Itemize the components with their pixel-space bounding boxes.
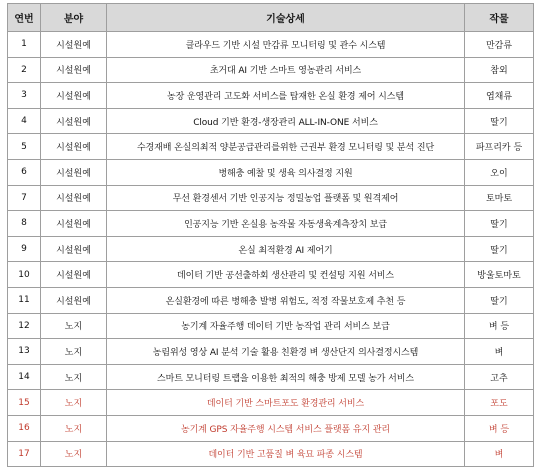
row-field: 노지 — [41, 364, 107, 390]
table-row — [8, 364, 534, 390]
table-row — [8, 57, 534, 83]
row-field: 노지 — [41, 390, 107, 416]
row-number: 4 — [8, 108, 41, 134]
row-crop: 파프리카 등 — [465, 134, 534, 160]
table-row — [8, 262, 534, 288]
row-number: 5 — [8, 134, 41, 160]
row-field: 노지 — [41, 415, 107, 441]
row-tech-detail: 온실환경에 따른 병해충 발병 위험도, 적정 작물보호제 추천 등 — [107, 287, 465, 313]
row-number: 11 — [8, 287, 41, 313]
table-row — [8, 32, 534, 58]
header-tech-detail: 기술상세 — [107, 4, 465, 32]
row-tech-detail: 데이터 기반 스마트포도 환경관리 서비스 — [107, 390, 465, 416]
row-number: 16 — [8, 415, 41, 441]
row-tech-detail: 데이터 기반 고품질 벼 육묘 파종 시스템 — [107, 441, 465, 467]
row-crop: 만감류 — [465, 32, 534, 58]
row-tech-detail: 온실 최적환경 AI 제어기 — [107, 236, 465, 262]
row-tech-detail: 초거대 AI 기반 스마트 영농관리 서비스 — [107, 57, 465, 83]
row-field: 시설원예 — [41, 83, 107, 109]
row-crop: 딸기 — [465, 236, 534, 262]
row-field: 시설원예 — [41, 134, 107, 160]
row-number: 12 — [8, 313, 41, 339]
table-row — [8, 415, 534, 441]
table-row — [8, 108, 534, 134]
tech-table — [7, 3, 534, 467]
table-row — [8, 236, 534, 262]
row-crop: 벼 — [465, 339, 534, 365]
row-crop: 방울토마토 — [465, 262, 534, 288]
row-number: 7 — [8, 185, 41, 211]
row-crop: 엽채류 — [465, 83, 534, 109]
row-crop: 오이 — [465, 159, 534, 185]
row-field: 노지 — [41, 339, 107, 365]
table-row — [8, 287, 534, 313]
row-field: 시설원예 — [41, 57, 107, 83]
row-tech-detail: 데이터 기반 공선출하회 생산관리 및 컨설팅 지원 서비스 — [107, 262, 465, 288]
table-row — [8, 441, 534, 467]
row-field: 노지 — [41, 441, 107, 467]
row-field: 시설원예 — [41, 262, 107, 288]
row-crop: 벼 등 — [465, 313, 534, 339]
row-number: 17 — [8, 441, 41, 467]
row-crop: 포도 — [465, 390, 534, 416]
row-number: 10 — [8, 262, 41, 288]
row-crop: 딸기 — [465, 287, 534, 313]
row-tech-detail: 인공지능 기반 온실용 농작물 자동생육계측장치 보급 — [107, 211, 465, 237]
row-tech-detail: 클라우드 기반 시설 만감류 모니터링 및 관수 시스템 — [107, 32, 465, 58]
row-number: 15 — [8, 390, 41, 416]
table-row — [8, 185, 534, 211]
header-no: 연번 — [8, 4, 41, 32]
row-field: 시설원예 — [41, 211, 107, 237]
row-number: 8 — [8, 211, 41, 237]
row-field: 시설원예 — [41, 236, 107, 262]
row-crop: 딸기 — [465, 211, 534, 237]
row-field: 시설원예 — [41, 108, 107, 134]
row-field: 시설원예 — [41, 32, 107, 58]
row-field: 시설원예 — [41, 287, 107, 313]
table-row — [8, 339, 534, 365]
row-crop: 딸기 — [465, 108, 534, 134]
row-crop: 벼 — [465, 441, 534, 467]
row-tech-detail: 무선 환경센서 기반 인공지능 정밀농업 플랫폼 및 원격제어 — [107, 185, 465, 211]
row-tech-detail: Cloud 기반 환경-생장관리 ALL-IN-ONE 서비스 — [107, 108, 465, 134]
row-number: 6 — [8, 159, 41, 185]
table-body — [8, 32, 534, 467]
row-tech-detail: 농기계 GPS 자율주행 시스템 서비스 플랫폼 유지 관리 — [107, 415, 465, 441]
row-tech-detail: 스마트 모니터링 트랩을 이용한 최적의 해충 방제 모델 농가 서비스 — [107, 364, 465, 390]
tech-table-container — [7, 3, 533, 467]
table-row — [8, 313, 534, 339]
row-tech-detail: 농장 운영관리 고도화 서비스를 탑재한 온실 환경 제어 시스템 — [107, 83, 465, 109]
row-number: 14 — [8, 364, 41, 390]
header-crop: 작물 — [465, 4, 534, 32]
row-tech-detail: 농기계 자율주행 데이터 기반 농작업 관리 서비스 보급 — [107, 313, 465, 339]
row-field: 노지 — [41, 313, 107, 339]
table-row — [8, 211, 534, 237]
row-number: 1 — [8, 32, 41, 58]
row-number: 9 — [8, 236, 41, 262]
row-tech-detail: 농림위성 영상 AI 분석 기술 활용 친환경 벼 생산단지 의사결정시스템 — [107, 339, 465, 365]
row-crop: 토마토 — [465, 185, 534, 211]
table-row — [8, 159, 534, 185]
row-crop: 벼 등 — [465, 415, 534, 441]
table-header-row — [8, 4, 534, 32]
row-number: 13 — [8, 339, 41, 365]
header-field: 분야 — [41, 4, 107, 32]
row-field: 시설원예 — [41, 185, 107, 211]
row-tech-detail: 수경재배 온실의최적 양분공급관리를위한 근권부 환경 모니터링 및 분석 진단 — [107, 134, 465, 160]
row-number: 2 — [8, 57, 41, 83]
table-row — [8, 83, 534, 109]
table-row — [8, 390, 534, 416]
row-field: 시설원예 — [41, 159, 107, 185]
row-number: 3 — [8, 83, 41, 109]
row-crop: 참외 — [465, 57, 534, 83]
row-crop: 고추 — [465, 364, 534, 390]
row-tech-detail: 병해충 예찰 및 생육 의사결정 지원 — [107, 159, 465, 185]
table-row — [8, 134, 534, 160]
